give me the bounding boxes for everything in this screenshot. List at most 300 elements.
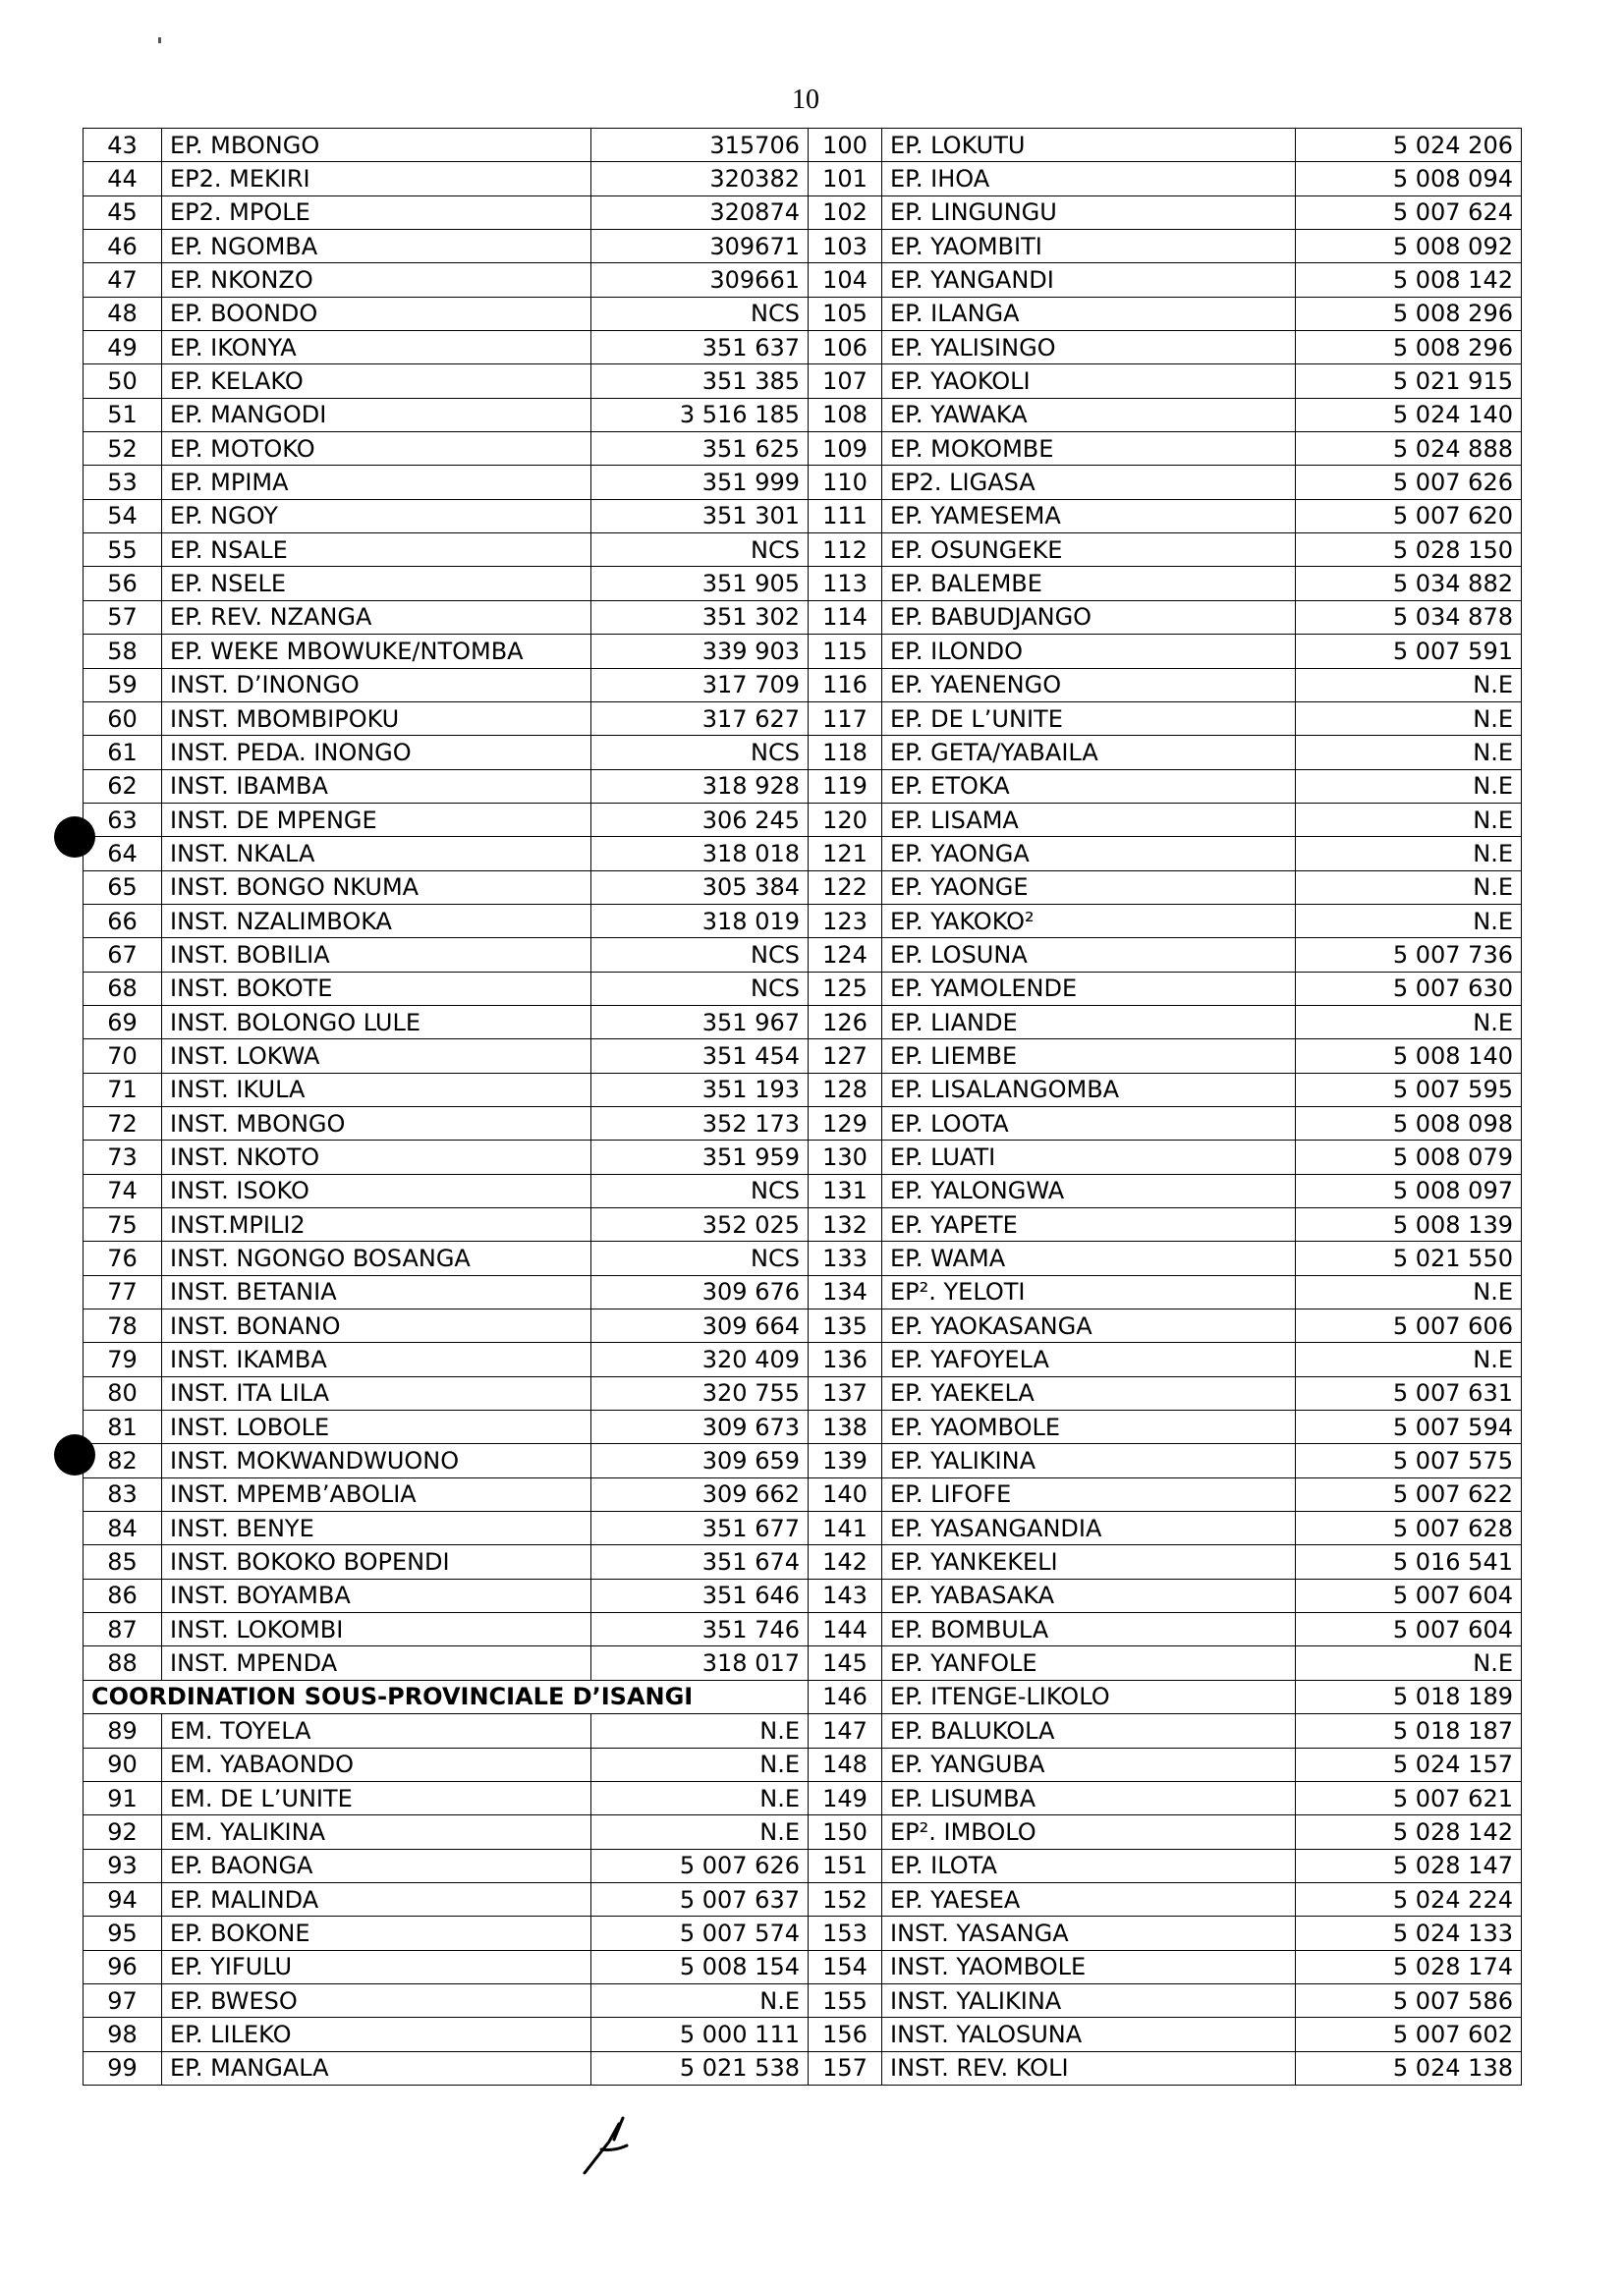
school-code: NCS: [591, 736, 809, 769]
row-number: 94: [84, 1882, 162, 1916]
row-number: 68: [84, 972, 162, 1005]
row-number-right: 122: [809, 870, 882, 904]
school-code-right: 5 007 624: [1296, 195, 1522, 229]
section-row: [84, 1680, 1522, 1713]
school-code-right: 5 024 157: [1296, 1748, 1522, 1781]
school-code: 351 302: [591, 600, 809, 634]
school-name: INST. MBONGO: [162, 1106, 591, 1140]
schools-table: [83, 128, 1522, 2086]
table-row: [84, 1613, 1522, 1646]
school-code: 3 516 185: [591, 398, 809, 431]
school-code-right: 5 024 224: [1296, 1882, 1522, 1916]
row-number-right: 155: [809, 1983, 882, 2017]
school-name: INST. ISOKO: [162, 1174, 591, 1207]
school-name-right: EP. YAENENGO: [882, 668, 1296, 701]
row-number-right: 102: [809, 195, 882, 229]
table-row: [84, 635, 1522, 668]
school-code-right: 5 008 140: [1296, 1039, 1522, 1073]
row-number: 61: [84, 736, 162, 769]
row-number-right: 101: [809, 162, 882, 195]
school-code: 309661: [591, 263, 809, 297]
school-name-right: EP. LINGUNGU: [882, 195, 1296, 229]
table-row: [84, 1141, 1522, 1174]
school-code-right: 5 007 622: [1296, 1477, 1522, 1511]
school-code-right: N.E: [1296, 769, 1522, 803]
school-code: 351 959: [591, 1141, 809, 1174]
table-row: [84, 769, 1522, 803]
schools-table-body: [84, 129, 1522, 2086]
table-row: [84, 499, 1522, 532]
school-code: 5 007 574: [591, 1917, 809, 1950]
row-number-right: 138: [809, 1411, 882, 1444]
school-code: 351 967: [591, 1005, 809, 1038]
school-code: 318 019: [591, 904, 809, 937]
signature-mark: [580, 2112, 639, 2181]
row-number-right: 139: [809, 1444, 882, 1477]
school-name-right: EP. YANGANDI: [882, 263, 1296, 297]
row-number-right: 103: [809, 230, 882, 263]
table-row: [84, 567, 1522, 600]
table-row: [84, 263, 1522, 297]
row-number-right: 152: [809, 1882, 882, 1916]
row-number: 60: [84, 701, 162, 735]
row-number-right: 117: [809, 701, 882, 735]
school-name: EP. NGOMBA: [162, 230, 591, 263]
table-row: [84, 1444, 1522, 1477]
school-code-right: N.E: [1296, 1343, 1522, 1376]
school-name: EM. DE L’UNITE: [162, 1781, 591, 1814]
row-number-right: 108: [809, 398, 882, 431]
school-name: EP. NGOY: [162, 499, 591, 532]
row-number: 55: [84, 533, 162, 567]
row-number-right: 130: [809, 1141, 882, 1174]
school-code: 351 646: [591, 1579, 809, 1612]
school-name-right: EP. ILOTA: [882, 1849, 1296, 1882]
school-name-right: EP. YABASAKA: [882, 1579, 1296, 1612]
school-name-right: EP. YAOMBOLE: [882, 1411, 1296, 1444]
school-code: N.E: [591, 1781, 809, 1814]
table-row: [84, 1174, 1522, 1207]
school-code-right: 5 021 550: [1296, 1242, 1522, 1275]
school-code-right: 5 007 594: [1296, 1411, 1522, 1444]
row-number: 81: [84, 1411, 162, 1444]
school-name: INST. BONANO: [162, 1309, 591, 1343]
table-row: [84, 1882, 1522, 1916]
school-code-right: 5 008 079: [1296, 1141, 1522, 1174]
school-name: EP2. MPOLE: [162, 195, 591, 229]
row-number-right: 140: [809, 1477, 882, 1511]
school-code-right: 5 028 147: [1296, 1849, 1522, 1882]
table-row: [84, 1512, 1522, 1545]
school-name-right: EP. LISALANGOMBA: [882, 1073, 1296, 1106]
row-number: 77: [84, 1275, 162, 1309]
school-code-right: 5 008 296: [1296, 331, 1522, 364]
row-number-right: 142: [809, 1545, 882, 1579]
school-code-right: 5 007 620: [1296, 499, 1522, 532]
school-code: NCS: [591, 533, 809, 567]
school-code: 315706: [591, 129, 809, 162]
row-number: 49: [84, 331, 162, 364]
school-name-right: EP. OSUNGEKE: [882, 533, 1296, 567]
school-code-right: 5 021 915: [1296, 364, 1522, 398]
school-name: EP. BOKONE: [162, 1917, 591, 1950]
table-row: [84, 195, 1522, 229]
school-name-right: EP. YANKEKELI: [882, 1545, 1296, 1579]
school-name: INST. NGONGO BOSANGA: [162, 1242, 591, 1275]
school-name: INST. DE MPENGE: [162, 803, 591, 836]
school-name: INST. MPEMB’ABOLIA: [162, 1477, 591, 1511]
row-number: 45: [84, 195, 162, 229]
table-row: [84, 1106, 1522, 1140]
school-code: 320 409: [591, 1343, 809, 1376]
table-row: [84, 938, 1522, 972]
row-number: 62: [84, 769, 162, 803]
school-code: 318 017: [591, 1646, 809, 1680]
school-name-right: EP. ILONDO: [882, 635, 1296, 668]
row-number: 64: [84, 837, 162, 870]
school-code-right: 5 008 098: [1296, 1106, 1522, 1140]
table-row: [84, 129, 1522, 162]
row-number-right: 113: [809, 567, 882, 600]
row-number: 89: [84, 1714, 162, 1748]
row-number: 65: [84, 870, 162, 904]
row-number-right: 119: [809, 769, 882, 803]
row-number-right: 118: [809, 736, 882, 769]
row-number-right: 124: [809, 938, 882, 972]
school-name-right: EP. LOSUNA: [882, 938, 1296, 972]
row-number: 59: [84, 668, 162, 701]
school-code: 309 662: [591, 1477, 809, 1511]
school-name: EP. MANGODI: [162, 398, 591, 431]
school-code: 305 384: [591, 870, 809, 904]
table-row: [84, 870, 1522, 904]
school-code: 5 007 626: [591, 1849, 809, 1882]
row-number-right: 116: [809, 668, 882, 701]
table-row: [84, 1208, 1522, 1242]
school-name: INST. PEDA. INONGO: [162, 736, 591, 769]
school-code: 5 000 111: [591, 2018, 809, 2051]
school-name: INST. BONGO NKUMA: [162, 870, 591, 904]
school-code-right: 5 008 094: [1296, 162, 1522, 195]
row-number: 75: [84, 1208, 162, 1242]
row-number: 95: [84, 1917, 162, 1950]
school-code-right: N.E: [1296, 701, 1522, 735]
school-name: INST. NKALA: [162, 837, 591, 870]
punch-hole-upper: [54, 816, 95, 858]
school-name-right: EP. YAOKOLI: [882, 364, 1296, 398]
school-name: EP. BOONDO: [162, 297, 591, 330]
school-name-right: EP². IMBOLO: [882, 1815, 1296, 1849]
table-row: [84, 1376, 1522, 1410]
row-number: 84: [84, 1512, 162, 1545]
table-row: [84, 162, 1522, 195]
row-number-right: 141: [809, 1512, 882, 1545]
school-code-right: 5 007 604: [1296, 1579, 1522, 1612]
school-name-right: EP. YAFOYELA: [882, 1343, 1296, 1376]
school-code-right: N.E: [1296, 870, 1522, 904]
row-number-right: 129: [809, 1106, 882, 1140]
school-code: NCS: [591, 972, 809, 1005]
table-row: [84, 1815, 1522, 1849]
row-number: 71: [84, 1073, 162, 1106]
row-number-right: 150: [809, 1815, 882, 1849]
row-number-right: 151: [809, 1849, 882, 1882]
row-number-right: 134: [809, 1275, 882, 1309]
school-name-right: EP. YAMOLENDE: [882, 972, 1296, 1005]
school-name: INST. MPENDA: [162, 1646, 591, 1680]
school-name-right: EP. YALONGWA: [882, 1174, 1296, 1207]
table-row: [84, 1579, 1522, 1612]
row-number-right: 133: [809, 1242, 882, 1275]
row-number-right: 146: [809, 1680, 882, 1713]
row-number: 72: [84, 1106, 162, 1140]
row-number: 97: [84, 1983, 162, 2017]
table-row: [84, 803, 1522, 836]
row-number-right: 100: [809, 129, 882, 162]
row-number-right: 131: [809, 1174, 882, 1207]
row-number: 70: [84, 1039, 162, 1073]
table-row: [84, 1073, 1522, 1106]
school-name: EP. IKONYA: [162, 331, 591, 364]
school-code: 306 245: [591, 803, 809, 836]
row-number: 69: [84, 1005, 162, 1038]
school-code-right: 5 034 878: [1296, 600, 1522, 634]
school-code-right: 5 024 140: [1296, 398, 1522, 431]
school-name: EP. LILEKO: [162, 2018, 591, 2051]
school-name-right: EP. LISAMA: [882, 803, 1296, 836]
row-number-right: 147: [809, 1714, 882, 1748]
school-code-right: N.E: [1296, 837, 1522, 870]
school-code: 351 677: [591, 1512, 809, 1545]
school-code-right: 5 007 630: [1296, 972, 1522, 1005]
school-code: 351 385: [591, 364, 809, 398]
row-number: 83: [84, 1477, 162, 1511]
table-row: [84, 331, 1522, 364]
school-name-right: EP. YANFOLE: [882, 1646, 1296, 1680]
row-number: 48: [84, 297, 162, 330]
school-code-right: 5 024 138: [1296, 2051, 1522, 2085]
school-name: INST. NKOTO: [162, 1141, 591, 1174]
school-name: INST. LOBOLE: [162, 1411, 591, 1444]
row-number-right: 148: [809, 1748, 882, 1781]
table-row: [84, 1275, 1522, 1309]
school-code: 309 659: [591, 1444, 809, 1477]
school-code-right: N.E: [1296, 1646, 1522, 1680]
row-number: 74: [84, 1174, 162, 1207]
school-name: INST. D’INONGO: [162, 668, 591, 701]
school-code: 351 193: [591, 1073, 809, 1106]
school-name-right: EP. YAKOKO²: [882, 904, 1296, 937]
school-name: INST. BOLONGO LULE: [162, 1005, 591, 1038]
school-name: EP. BWESO: [162, 1983, 591, 2017]
table-row: [84, 1343, 1522, 1376]
row-number-right: 157: [809, 2051, 882, 2085]
school-name-right: EP. BABUDJANGO: [882, 600, 1296, 634]
table-row: [84, 972, 1522, 1005]
school-name: INST. BENYE: [162, 1512, 591, 1545]
table-row: [84, 736, 1522, 769]
school-code-right: 5 007 602: [1296, 2018, 1522, 2051]
punch-hole-lower: [54, 1434, 95, 1476]
school-name: EP. MALINDA: [162, 1882, 591, 1916]
row-number: 52: [84, 432, 162, 466]
school-code: NCS: [591, 938, 809, 972]
school-name-right: EP. LIANDE: [882, 1005, 1296, 1038]
school-name: EP. WEKE MBOWUKE/NTOMBA: [162, 635, 591, 668]
school-name: INST. ITA LILA: [162, 1376, 591, 1410]
school-code: N.E: [591, 1714, 809, 1748]
row-number: 66: [84, 904, 162, 937]
school-code-right: N.E: [1296, 736, 1522, 769]
school-code-right: 5 008 097: [1296, 1174, 1522, 1207]
table-row: [84, 1714, 1522, 1748]
school-code-right: 5 007 626: [1296, 466, 1522, 499]
table-row: [84, 600, 1522, 634]
row-number: 82: [84, 1444, 162, 1477]
row-number-right: 153: [809, 1917, 882, 1950]
school-name: INST. LOKWA: [162, 1039, 591, 1073]
row-number-right: 109: [809, 432, 882, 466]
school-code: NCS: [591, 1174, 809, 1207]
row-number-right: 156: [809, 2018, 882, 2051]
school-name: INST. BOBILIA: [162, 938, 591, 972]
school-code-right: 5 018 187: [1296, 1714, 1522, 1748]
school-name-right: EP. BOMBULA: [882, 1613, 1296, 1646]
school-code: 352 173: [591, 1106, 809, 1140]
school-code: 351 625: [591, 432, 809, 466]
school-code: 5 021 538: [591, 2051, 809, 2085]
table-row: [84, 1748, 1522, 1781]
school-name: INST. IKAMBA: [162, 1343, 591, 1376]
school-code: 309 676: [591, 1275, 809, 1309]
school-name: EP2. MEKIRI: [162, 162, 591, 195]
school-name-right: INST. REV. KOLI: [882, 2051, 1296, 2085]
school-name-right: EP. YALISINGO: [882, 331, 1296, 364]
school-code-right: 5 007 604: [1296, 1613, 1522, 1646]
school-name-right: EP. ILANGA: [882, 297, 1296, 330]
table-row: [84, 904, 1522, 937]
table-row: [84, 1477, 1522, 1511]
row-number: 53: [84, 466, 162, 499]
school-code-right: 5 007 621: [1296, 1781, 1522, 1814]
school-code: 351 637: [591, 331, 809, 364]
school-code: 5 007 637: [591, 1882, 809, 1916]
row-number: 63: [84, 803, 162, 836]
row-number-right: 120: [809, 803, 882, 836]
school-name-right: EP. MOKOMBE: [882, 432, 1296, 466]
row-number: 99: [84, 2051, 162, 2085]
row-number: 46: [84, 230, 162, 263]
school-code: 320 755: [591, 1376, 809, 1410]
table-row: [84, 230, 1522, 263]
row-number-right: 136: [809, 1343, 882, 1376]
row-number-right: 123: [809, 904, 882, 937]
row-number: 78: [84, 1309, 162, 1343]
school-code-right: N.E: [1296, 803, 1522, 836]
school-code-right: 5 007 586: [1296, 1983, 1522, 2017]
school-code: N.E: [591, 1748, 809, 1781]
table-row: [84, 533, 1522, 567]
school-code-right: 5 024 133: [1296, 1917, 1522, 1950]
table-row: [84, 668, 1522, 701]
row-number: 67: [84, 938, 162, 972]
school-name: EP. MBONGO: [162, 129, 591, 162]
row-number-right: 105: [809, 297, 882, 330]
school-name-right: EP. ITENGE-LIKOLO: [882, 1680, 1296, 1713]
school-name-right: EP. LIEMBE: [882, 1039, 1296, 1073]
school-code-right: 5 008 139: [1296, 1208, 1522, 1242]
school-name-right: EP. BALEMBE: [882, 567, 1296, 600]
row-number: 54: [84, 499, 162, 532]
row-number-right: 107: [809, 364, 882, 398]
school-name-right: EP. IHOA: [882, 162, 1296, 195]
school-name: EM. YABAONDO: [162, 1748, 591, 1781]
row-number: 58: [84, 635, 162, 668]
school-code: 5 008 154: [591, 1950, 809, 1983]
row-number: 96: [84, 1950, 162, 1983]
school-name-right: EP. DE L’UNITE: [882, 701, 1296, 735]
school-name: EP. BAONGA: [162, 1849, 591, 1882]
school-name-right: EP. LUATI: [882, 1141, 1296, 1174]
school-name-right: EP. YASANGANDIA: [882, 1512, 1296, 1545]
row-number: 92: [84, 1815, 162, 1849]
row-number-right: 112: [809, 533, 882, 567]
row-number: 80: [84, 1376, 162, 1410]
school-code-right: 5 008 092: [1296, 230, 1522, 263]
school-name-right: EP. LOKUTU: [882, 129, 1296, 162]
row-number: 47: [84, 263, 162, 297]
school-name: INST. BOKOTE: [162, 972, 591, 1005]
school-code-right: 5 007 606: [1296, 1309, 1522, 1343]
row-number: 76: [84, 1242, 162, 1275]
row-number: 93: [84, 1849, 162, 1882]
school-name-right: EP. YAONGA: [882, 837, 1296, 870]
school-name-right: EP. LIFOFE: [882, 1477, 1296, 1511]
school-code: 351 746: [591, 1613, 809, 1646]
table-row: [84, 1849, 1522, 1882]
row-number-right: 110: [809, 466, 882, 499]
school-name-right: INST. YALIKINA: [882, 1983, 1296, 2017]
school-code: 309 673: [591, 1411, 809, 1444]
school-name-right: EP. YAOKASANGA: [882, 1309, 1296, 1343]
table-row: [84, 1039, 1522, 1073]
school-name: INST. MOKWANDWUONO: [162, 1444, 591, 1477]
school-name: INST. BOKOKO BOPENDI: [162, 1545, 591, 1579]
school-name: INST. LOKOMBI: [162, 1613, 591, 1646]
school-code-right: 5 024 206: [1296, 129, 1522, 162]
school-name: INST. NZALIMBOKA: [162, 904, 591, 937]
row-number: 44: [84, 162, 162, 195]
school-code: 318 018: [591, 837, 809, 870]
school-code-right: 5 007 575: [1296, 1444, 1522, 1477]
row-number-right: 115: [809, 635, 882, 668]
school-name-right: EP. YAPETE: [882, 1208, 1296, 1242]
school-name: INST. MBOMBIPOKU: [162, 701, 591, 735]
school-code: 351 674: [591, 1545, 809, 1579]
table-row: [84, 701, 1522, 735]
school-name-right: EP. LISUMBA: [882, 1781, 1296, 1814]
school-name: EP. MANGALA: [162, 2051, 591, 2085]
school-code: 309 664: [591, 1309, 809, 1343]
school-name-right: INST. YAOMBOLE: [882, 1950, 1296, 1983]
row-number: 85: [84, 1545, 162, 1579]
section-heading: COORDINATION SOUS-PROVINCIALE D’ISANGI: [84, 1680, 809, 1713]
table-row: [84, 1950, 1522, 1983]
school-name: EP. NSALE: [162, 533, 591, 567]
school-name-right: EP. YALIKINA: [882, 1444, 1296, 1477]
school-name-right: EP. BALUKOLA: [882, 1714, 1296, 1748]
school-name-right: EP. LOOTA: [882, 1106, 1296, 1140]
